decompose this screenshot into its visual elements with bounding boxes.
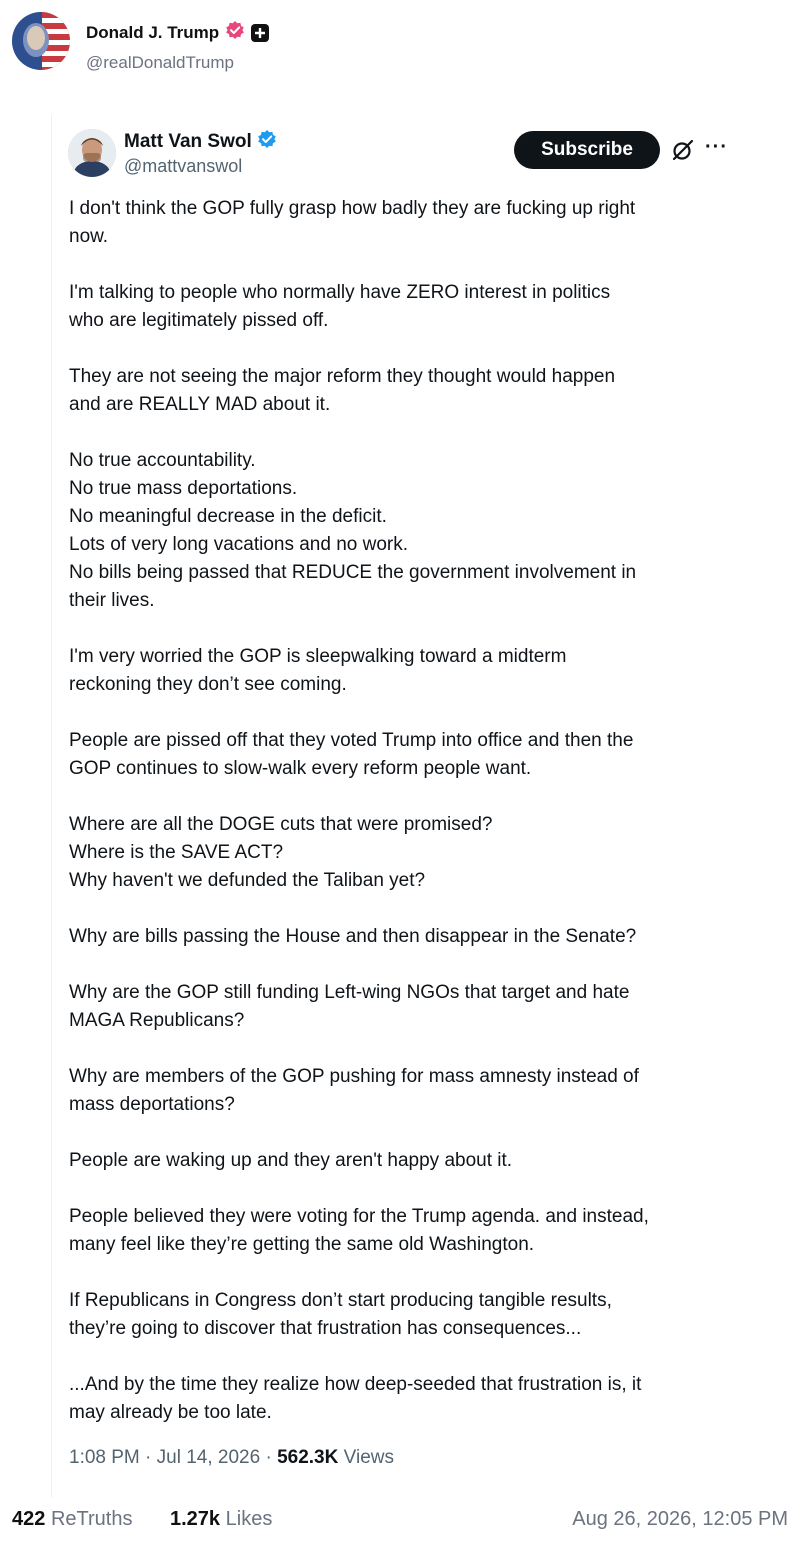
post-text-line: No true accountability.: [69, 450, 256, 471]
post-text-line: They are not seeing the major reform they thought would happen: [69, 366, 616, 387]
meta-separator: ·: [265, 1447, 278, 1468]
paragraph-gap: [69, 1175, 739, 1203]
post-text-line: No bills being passed that REDUCE the government involvement in: [69, 562, 637, 583]
post-text-line: If Republicans in Congress don’t start producing tangible results,: [69, 1290, 612, 1311]
verified-badge-icon: [225, 20, 245, 45]
paragraph-gap: [69, 783, 739, 811]
post-text-line: People are pissed off that they voted Trump into office and then the: [69, 730, 634, 751]
post-text-line: their lives.: [69, 590, 155, 611]
post-text-line: they’re going to discover that frustration has consequences...: [69, 1318, 582, 1339]
post-text-line: I don't think the GOP fully grasp how badly they are fucking up right: [69, 198, 636, 219]
likes-count: 1.27k: [170, 1508, 221, 1530]
post-text-line: Why are the GOP still funding Left-wing NGOs that target and hate: [69, 982, 630, 1003]
author-handle[interactable]: @realDonaldTrump: [86, 53, 234, 72]
post-text-line: Why are members of the GOP pushing for mass amnesty instead of: [69, 1066, 639, 1087]
quoted-post-text: [69, 195, 739, 1427]
post-text-line: Why are bills passing the House and then disappear in the Senate?: [69, 926, 637, 947]
quoted-post[interactable]: [51, 115, 750, 1498]
post-text-line: may already be too late.: [69, 1402, 272, 1423]
post-text-line: and are REALLY MAD about it.: [69, 394, 331, 415]
post-text-line: People are waking up and they aren't happy about it.: [69, 1150, 513, 1171]
post-text-line: ...And by the time they realize how deep-seeded that frustration is, it: [69, 1374, 642, 1395]
paragraph-gap: [69, 1119, 739, 1147]
more-options-icon[interactable]: ···: [705, 136, 728, 158]
post-header: [12, 12, 269, 74]
subscribe-button[interactable]: Subscribe: [514, 131, 660, 169]
plus-icon: [251, 24, 269, 42]
paragraph-gap: [69, 1343, 739, 1371]
quoted-post-date[interactable]: Jul 14, 2026: [156, 1447, 261, 1468]
likes-label: Likes: [225, 1508, 273, 1530]
paragraph-gap: [69, 615, 739, 643]
post-text-line: I'm very worried the GOP is sleepwalking toward a midterm: [69, 646, 567, 667]
post-timestamp[interactable]: Aug 26, 2026, 12:05 PM: [572, 1508, 788, 1530]
post-text-line: I'm talking to people who normally have ZERO interest in politics: [69, 282, 611, 303]
post-text-line: Where is the SAVE ACT?: [69, 842, 284, 863]
post-text-line: Why haven't we defunded the Taliban yet?: [69, 870, 426, 891]
verified-check-icon: [257, 129, 277, 154]
paragraph-gap: [69, 895, 739, 923]
post-text-line: MAGA Republicans?: [69, 1010, 245, 1031]
author-name[interactable]: Donald J. Trump: [86, 22, 220, 42]
grok-icon[interactable]: [670, 137, 696, 163]
quoted-author-handle[interactable]: @mattvanswol: [124, 156, 243, 176]
post-text-line: People believed they were voting for the Trump agenda. and instead,: [69, 1206, 649, 1227]
retruths-stat[interactable]: [12, 1508, 132, 1531]
post-text-line: Lots of very long vacations and no work.: [69, 534, 409, 555]
post-text-line: Where are all the DOGE cuts that were promised?: [69, 814, 493, 835]
paragraph-gap: [69, 951, 739, 979]
paragraph-gap: [69, 335, 739, 363]
post-text-line: reckoning they don’t see coming.: [69, 674, 347, 695]
retruths-label: ReTruths: [50, 1508, 133, 1530]
post-text-line: mass deportations?: [69, 1094, 235, 1115]
retruths-count: 422: [12, 1508, 46, 1530]
post-text-line: many feel like they’re getting the same old Washington.: [69, 1234, 535, 1255]
post-text-line: now.: [69, 226, 109, 247]
post-footer: [12, 1508, 788, 1536]
paragraph-gap: [69, 1259, 739, 1287]
post-text-line: GOP continues to slow-walk every reform people want.: [69, 758, 532, 779]
post-text-line: No meaningful decrease in the deficit.: [69, 506, 387, 527]
paragraph-gap: [69, 699, 739, 727]
post-text-line: No true mass deportations.: [69, 478, 298, 499]
paragraph-gap: [69, 251, 739, 279]
meta-separator: ·: [145, 1447, 157, 1468]
views-count: 562.3K: [277, 1447, 339, 1468]
paragraph-gap: [69, 419, 739, 447]
author-avatar[interactable]: [12, 12, 70, 70]
quoted-author-name[interactable]: Matt Van Swol: [124, 130, 252, 152]
quoted-post-time[interactable]: 1:08 PM: [69, 1447, 140, 1468]
quoted-post-meta: [69, 1447, 394, 1469]
post-text-line: who are legitimately pissed off.: [69, 310, 329, 331]
paragraph-gap: [69, 1035, 739, 1063]
views-label: Views: [343, 1447, 394, 1468]
likes-stat[interactable]: [170, 1508, 272, 1531]
quoted-author-avatar[interactable]: [68, 129, 116, 177]
